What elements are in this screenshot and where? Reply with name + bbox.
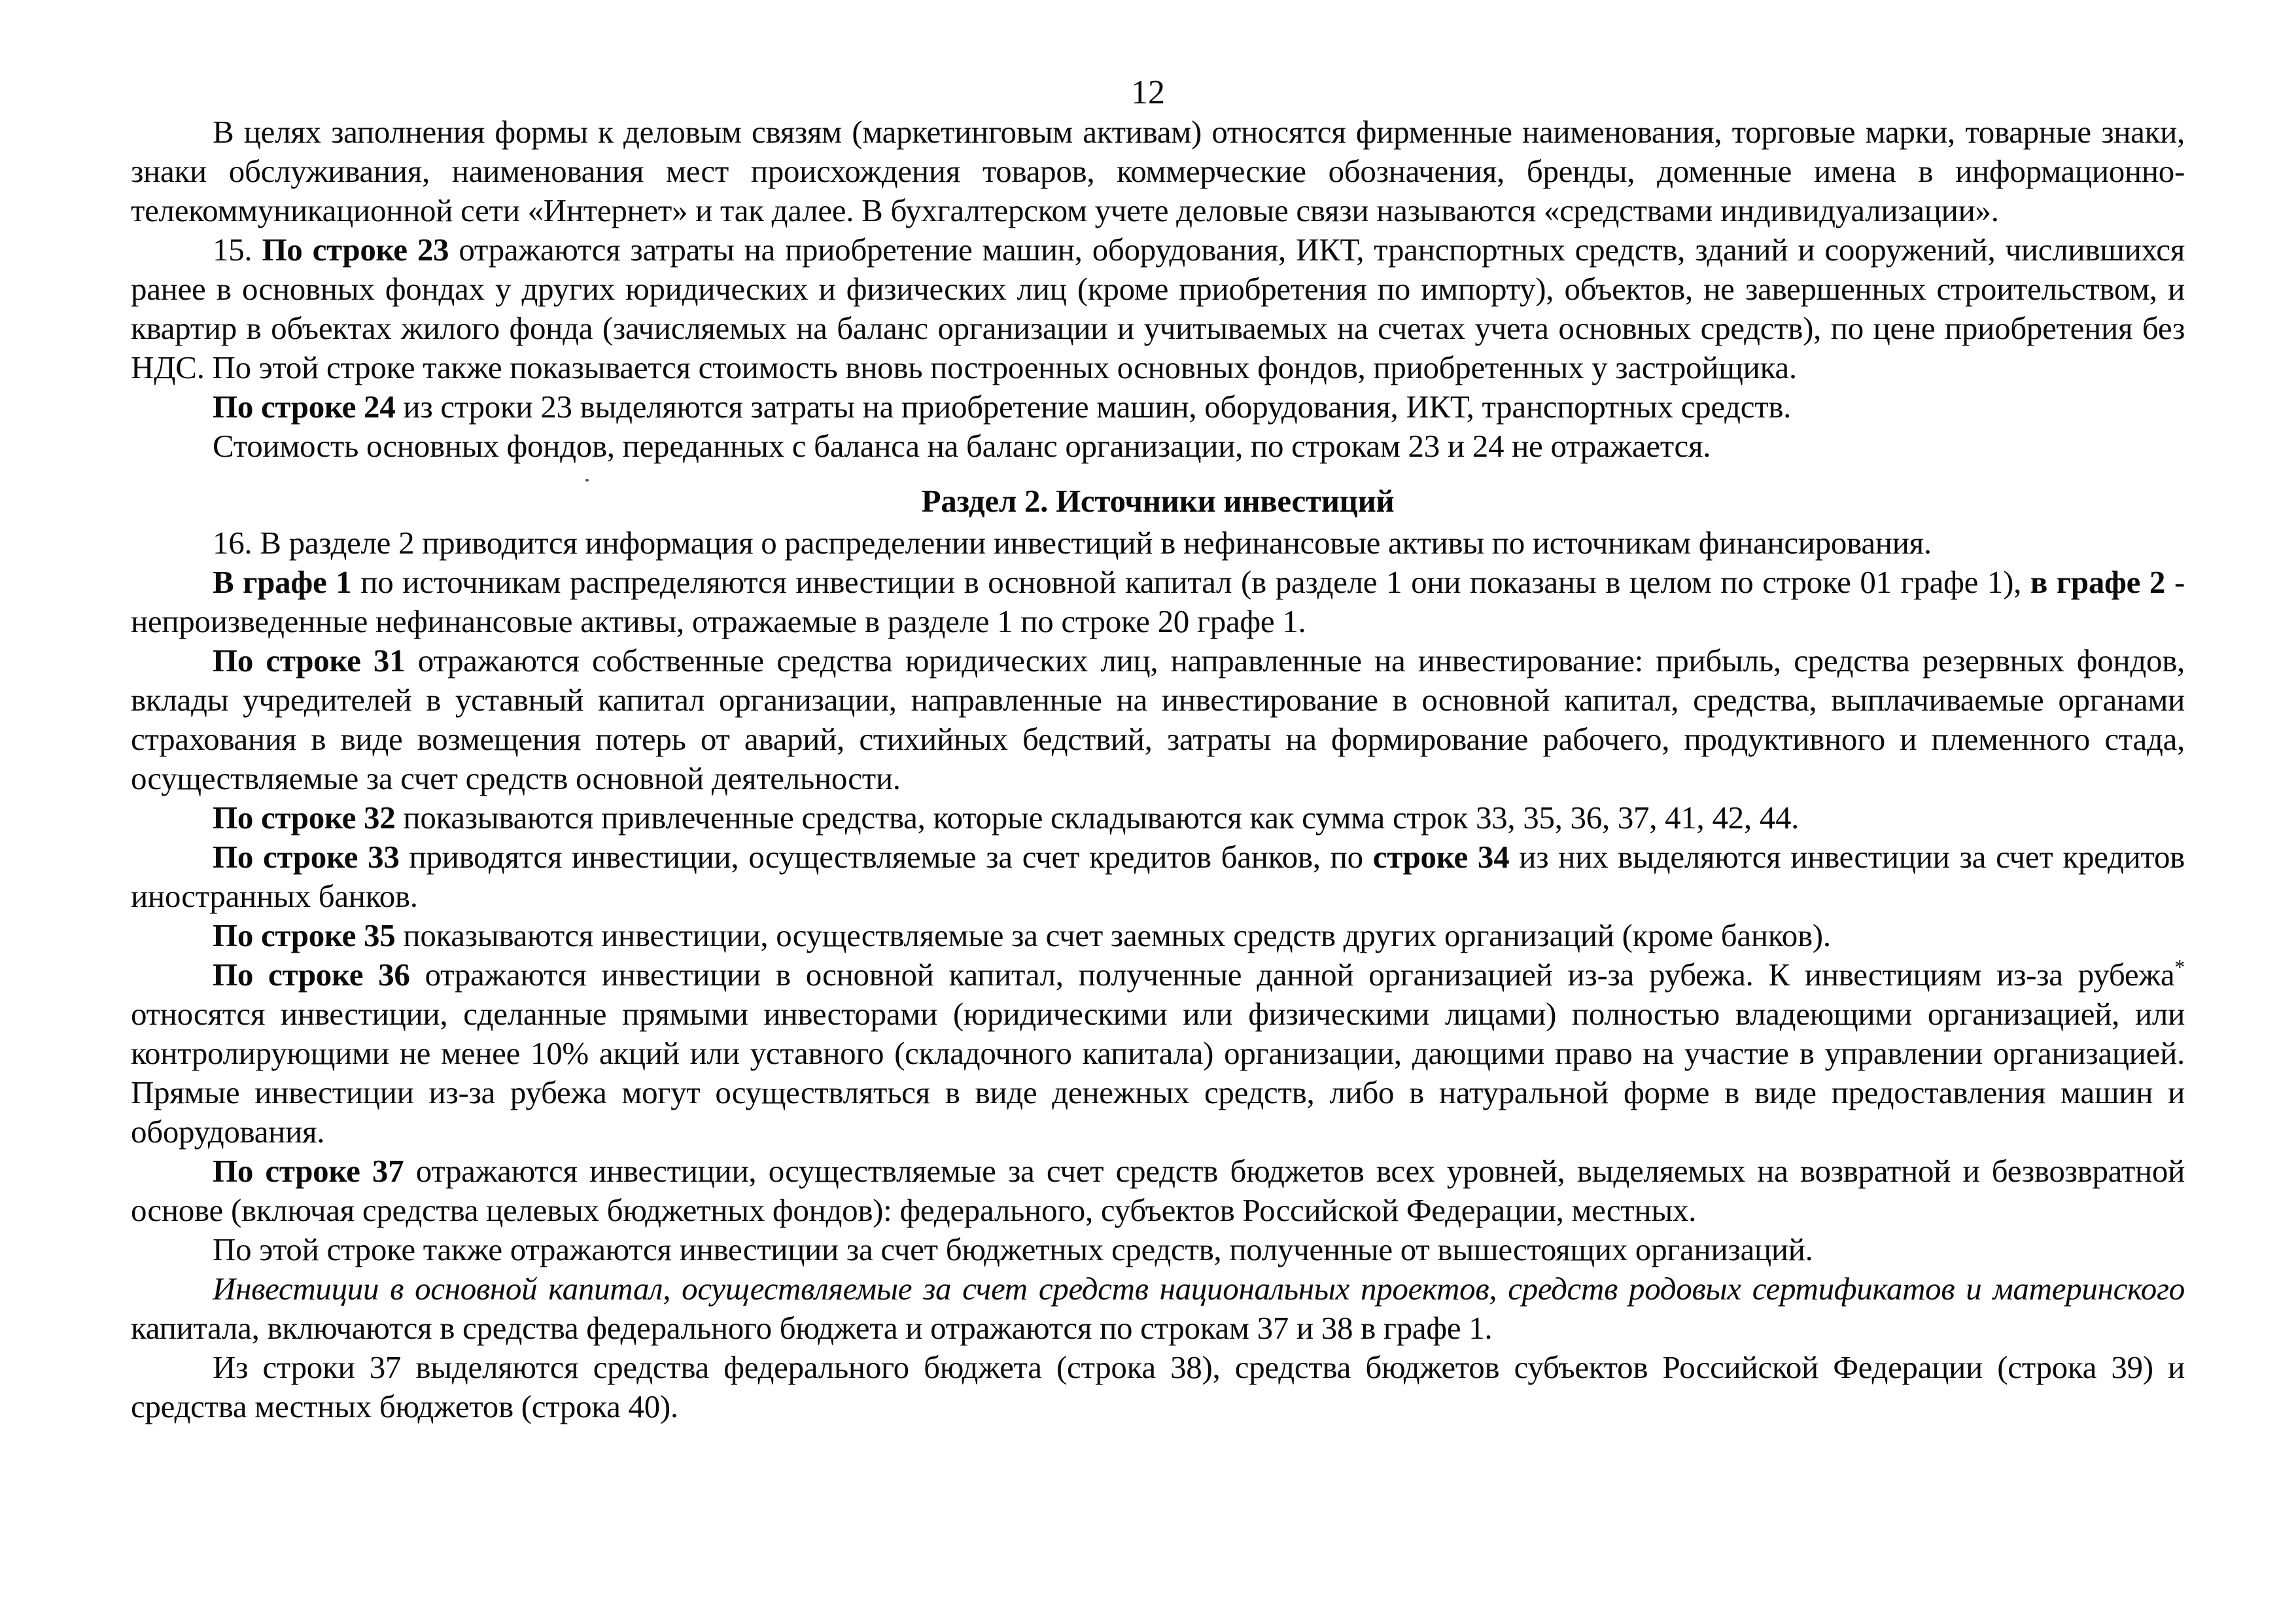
emphasis-text: По строке 37 bbox=[213, 1153, 404, 1189]
scan-speck bbox=[585, 479, 589, 482]
paragraph bbox=[131, 563, 2185, 641]
paragraph-text: капитала, включаются в средства федерального бюджета и отражаются по строкам 37 и 38 в графе 1. bbox=[131, 1310, 1493, 1346]
paragraph-text: приводятся инвестиции, осуществляемые за счет кредитов банков, по bbox=[399, 839, 1373, 875]
paragraph-text: отражаются инвестиции в основной капитал, полученные данной организацией из-за рубежа. К инвестициям из-за рубежа bbox=[409, 957, 2175, 993]
emphasis-text: в графе 2 bbox=[2030, 564, 2166, 600]
paragraph bbox=[131, 523, 2185, 563]
section-title: Раздел 2. Источники инвестиций bbox=[921, 483, 1395, 519]
paragraph-text: относятся инвестиции, сделанные прямыми инвесторами (юридическими или физическими лицами) полностью владеющими организацией, или контролирующими не менее 10% акций или уставного (складочного капитала) организации, дающими право на участие в управлении организацией. Прямые инвестиции из-за рубежа могут осуществляться в виде денежных средств, либо в натуральной форме в виде предоставления машин и оборудования. bbox=[131, 996, 2185, 1150]
emphasis-text: строке 34 bbox=[1372, 839, 1510, 875]
document-body bbox=[131, 113, 2185, 1426]
paragraph-text: В целях заполнения формы к деловым связям (маркетинговым активам) относятся фирменные наименования, торговые марки, товарные знаки, знаки обслуживания, наименования мест происхождения товаров, коммерческие обозначения, бренды, доменные имена в информационно-телекоммуникационной сети «Интернет» и так далее. В бухгалтерском учете деловые связи называются «средствами индивидуализации». bbox=[131, 114, 2185, 228]
paragraph-text: по источникам распределяются инвестиции в основной капитал (в разделе 1 они показаны в целом по строке 01 графе 1), bbox=[351, 564, 2030, 600]
paragraph-text: отражаются затраты на приобретение машин, оборудования, ИКТ, транспортных средств, зданий и сооружений, числившихся ранее в основных фондах у других юридических и физических лиц (кроме приобретения по импорту), объектов, не завершенных строительством, и квартир в объектах жилого фонда (зачисляемых на баланс организации и учитываемых на счетах учета основных средств), по цене приобретения без НДС. По этой строке также показывается стоимость вновь построенных основных фондов, приобретенных у застройщика. bbox=[131, 232, 2185, 385]
paragraph bbox=[131, 427, 2185, 466]
paragraph-text: показываются инвестиции, осуществляемые за счет заемных средств других организаций (кроме банков). bbox=[395, 917, 1831, 953]
emphasis-text: По строке 23 bbox=[262, 232, 449, 268]
paragraph-text: По этой строке также отражаются инвестиции за счет бюджетных средств, полученные от вышестоящих организаций. bbox=[213, 1231, 1813, 1267]
emphasis-text: По строке 36 bbox=[213, 957, 410, 993]
paragraph bbox=[131, 798, 2185, 838]
paragraph-text: 15. bbox=[213, 232, 262, 268]
emphasis-text: По строке 32 bbox=[213, 800, 396, 836]
paragraph-text: - непроизведенные нефинансовые активы, отражаемые в разделе 1 по строке 20 графе 1. bbox=[131, 564, 2185, 639]
paragraph bbox=[131, 955, 2185, 1152]
paragraph bbox=[131, 1269, 2185, 1348]
page-number: 12 bbox=[1131, 74, 1165, 111]
paragraph-text: Инвестиции в основной капитал, осуществляемые за счет средств национальных проектов, средств родовых сертификатов и материнского bbox=[213, 1271, 2185, 1307]
paragraph bbox=[131, 641, 2185, 798]
paragraph-text: 16. В разделе 2 приводится информация о распределении инвестиций в нефинансовые активы по источникам финансирования. bbox=[213, 525, 1932, 561]
paragraph-text: из строки 23 выделяются затраты на приобретение машин, оборудования, ИКТ, транспортных средств. bbox=[395, 389, 1792, 425]
paragraph bbox=[131, 113, 2185, 230]
paragraph bbox=[131, 916, 2185, 955]
emphasis-text: По строке 35 bbox=[213, 917, 396, 953]
paragraph-text: Из строки 37 выделяются средства федерального бюджета (строка 38), средства бюджетов субъектов Российской Федерации (строка 39) и средства местных бюджетов (строка 40). bbox=[131, 1349, 2185, 1424]
paragraph-text: из них выделяются инвестиции за счет кредитов иностранных банков. bbox=[131, 839, 2185, 914]
emphasis-text: По строке 31 bbox=[213, 643, 406, 679]
paragraph bbox=[131, 387, 2185, 427]
footnote-marker: * bbox=[2174, 955, 2185, 979]
paragraph bbox=[131, 838, 2185, 916]
paragraph bbox=[131, 1230, 2185, 1269]
paragraph-text: показываются привлеченные средства, которые складываются как сумма строк 33, 35, 36, 37, 41, 42, 44. bbox=[395, 800, 1800, 836]
paragraph bbox=[131, 1152, 2185, 1230]
paragraph-text: Стоимость основных фондов, переданных с баланса на баланс организации, по строкам 23 и 24 не отражается. bbox=[213, 428, 1711, 464]
emphasis-text: В графе 1 bbox=[213, 564, 352, 600]
paragraph-text: отражаются инвестиции, осуществляемые за счет средств бюджетов всех уровней, выделяемых на возвратной и безвозвратной основе (включая средства целевых бюджетных фондов): федерального, субъектов Российской Федерации, местных. bbox=[131, 1153, 2185, 1228]
emphasis-text: По строке 33 bbox=[213, 839, 400, 875]
emphasis-text: По строке 24 bbox=[213, 389, 396, 425]
paragraph bbox=[131, 230, 2185, 387]
paragraph-text: отражаются собственные средства юридических лиц, направленные на инвестирование: прибыль, средства резервных фондов, вклады учредителей в уставный капитал организации, направленные на инвестирование в основной капитал, средства, выплачиваемые органами страхования в виде возмещения потерь от аварий, стихийных бедствий, затраты на формирование рабочего, продуктивного и племенного стада, осуществляемые за счет средств основной деятельности. bbox=[131, 643, 2185, 796]
paragraph bbox=[131, 1348, 2185, 1426]
